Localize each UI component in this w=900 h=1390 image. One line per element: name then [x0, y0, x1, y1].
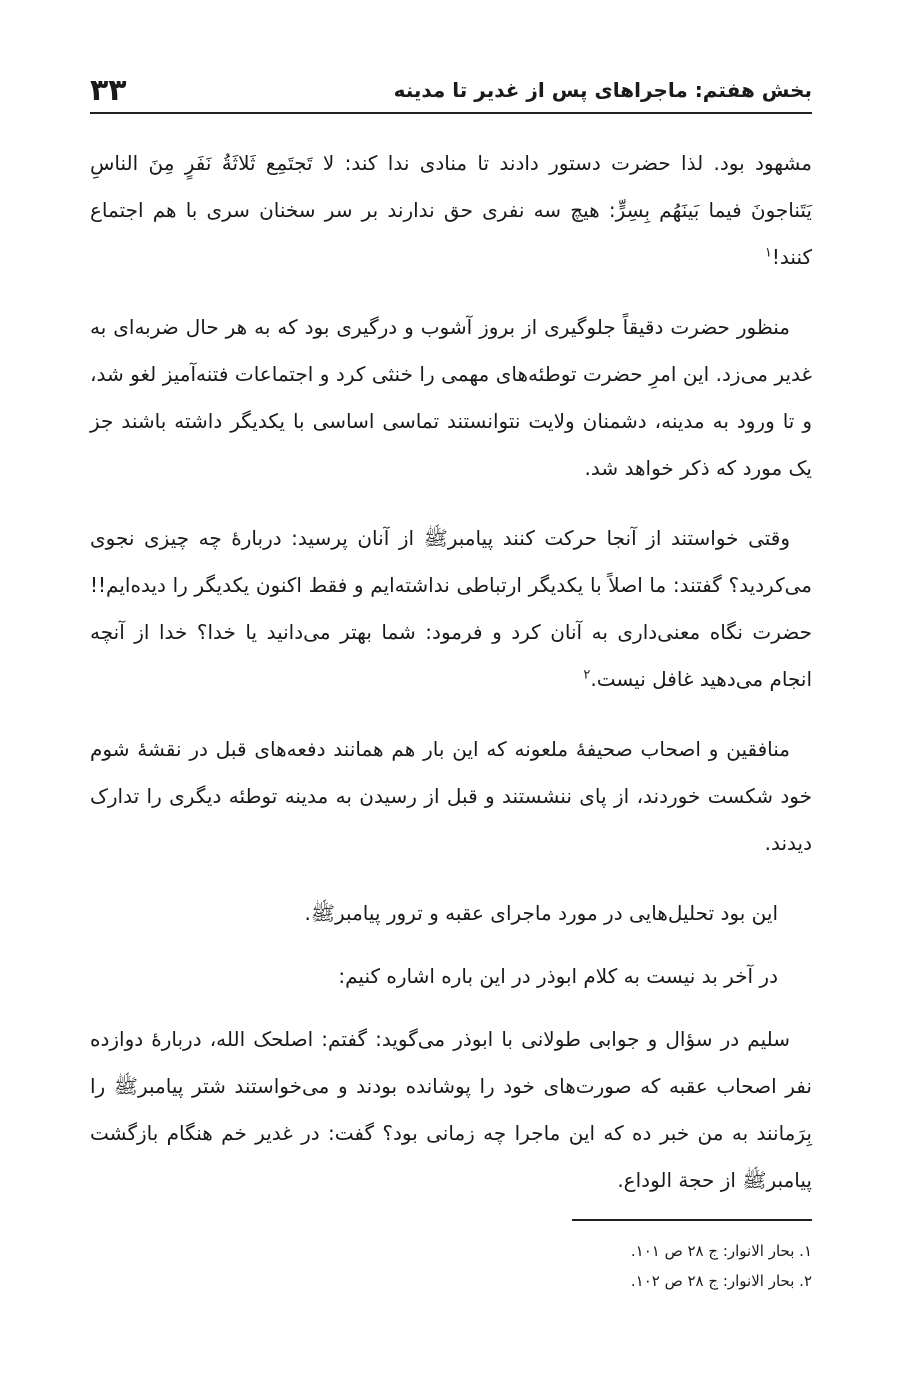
- page-header: [90, 66, 812, 114]
- paragraph: وقتی خواستند از آنجا حرکت کنند پیامبرﷺ از آنان پرسید: دربارهٔ چه چیزی نجوی می‌کردید؟ گفتند: ما اصلاً با یکدیگر ارتباطی نداشته‌ایم و فقط اکنون یکدیگر را دیده‌ایم!! حضرت نگاه معنی‌داری به آنان کرد و فرمود: شما بهتر می‌دانید یا خدا؟ خدا از آنچه انجام می‌دهید غافل نیست.$^۲$: [90, 526, 812, 691]
- paragraph: منافقین و اصحاب صحیفهٔ ملعونه که این بار هم همانند دفعه‌های قبل در نقشهٔ شوم خود شکست خوردند، از پای ننشستند و قبل از رسیدن به مدینه توطئه دیگری را تدارک دیدند.: [90, 737, 812, 855]
- paragraph: این بود تحلیل‌هایی در مورد ماجرای عقبه و ترور پیامبرﷺ.: [304, 901, 778, 925]
- footnotes: [90, 1236, 812, 1296]
- body-text: [90, 140, 812, 1227]
- page-number: ۳۳: [90, 73, 127, 108]
- paragraph: سلیم در سؤال و جوابی طولانی با ابوذر می‌گوید: گفتم: اصلحک الله، دربارهٔ دوازده نفر اصحاب عقبه که صورت‌های خود را پوشانده بودند و می‌خواستند شتر پیامبرﷺ را بِرَمانند به من خبر ده که این ماجرا چه زمانی بود؟ گفت: در غدیر خم هنگام بازگشت پیامبرﷺ از حجة الوداع.: [90, 1027, 812, 1192]
- paragraph: منظور حضرت دقیقاً جلوگیری از بروز آشوب و درگیری بود که به هر حال ضربه‌ای به غدیر می‌زد. این امرِ حضرت توطئه‌های مهمی را خنثی کرد و اجتماعات فتنه‌آمیز لغو شد، و تا ورود به مدینه، دشمنان ولایت نتوانستند تماسی اساسی با یکدیگر داشته باشند جز یک مورد که ذکر خواهد شد.: [90, 315, 812, 480]
- paragraph: در آخر بد نیست به کلام ابوذر در این باره اشاره کنیم:: [338, 964, 778, 988]
- footnote: ۱. بحار الانوار: ج ۲۸ ص ۱۰۱.: [630, 1242, 812, 1260]
- footnote-marker: ۱: [764, 245, 772, 261]
- footnote-marker: ۲: [583, 667, 591, 683]
- running-title: بخش هفتم: ماجراهای پس از غدیر تا مدینه: [393, 78, 812, 102]
- footnote: ۲. بحار الانوار: ج ۲۸ ص ۱۰۲.: [630, 1272, 812, 1290]
- footnote-divider: [572, 1219, 812, 1221]
- paragraph: مشهود بود. لذا حضرت دستور دادند تا منادی ندا کند: لا تَجتَمِع ثَلاثَةُ نَفَرٍ مِنَ الناسِ يَتَناجونَ فيما بَينَهُم بِسِرٍّ: هیچ سه نفری حق ندارند بر سر سخنان سری با هم اجتماع کنند!$^۱$: [90, 151, 812, 269]
